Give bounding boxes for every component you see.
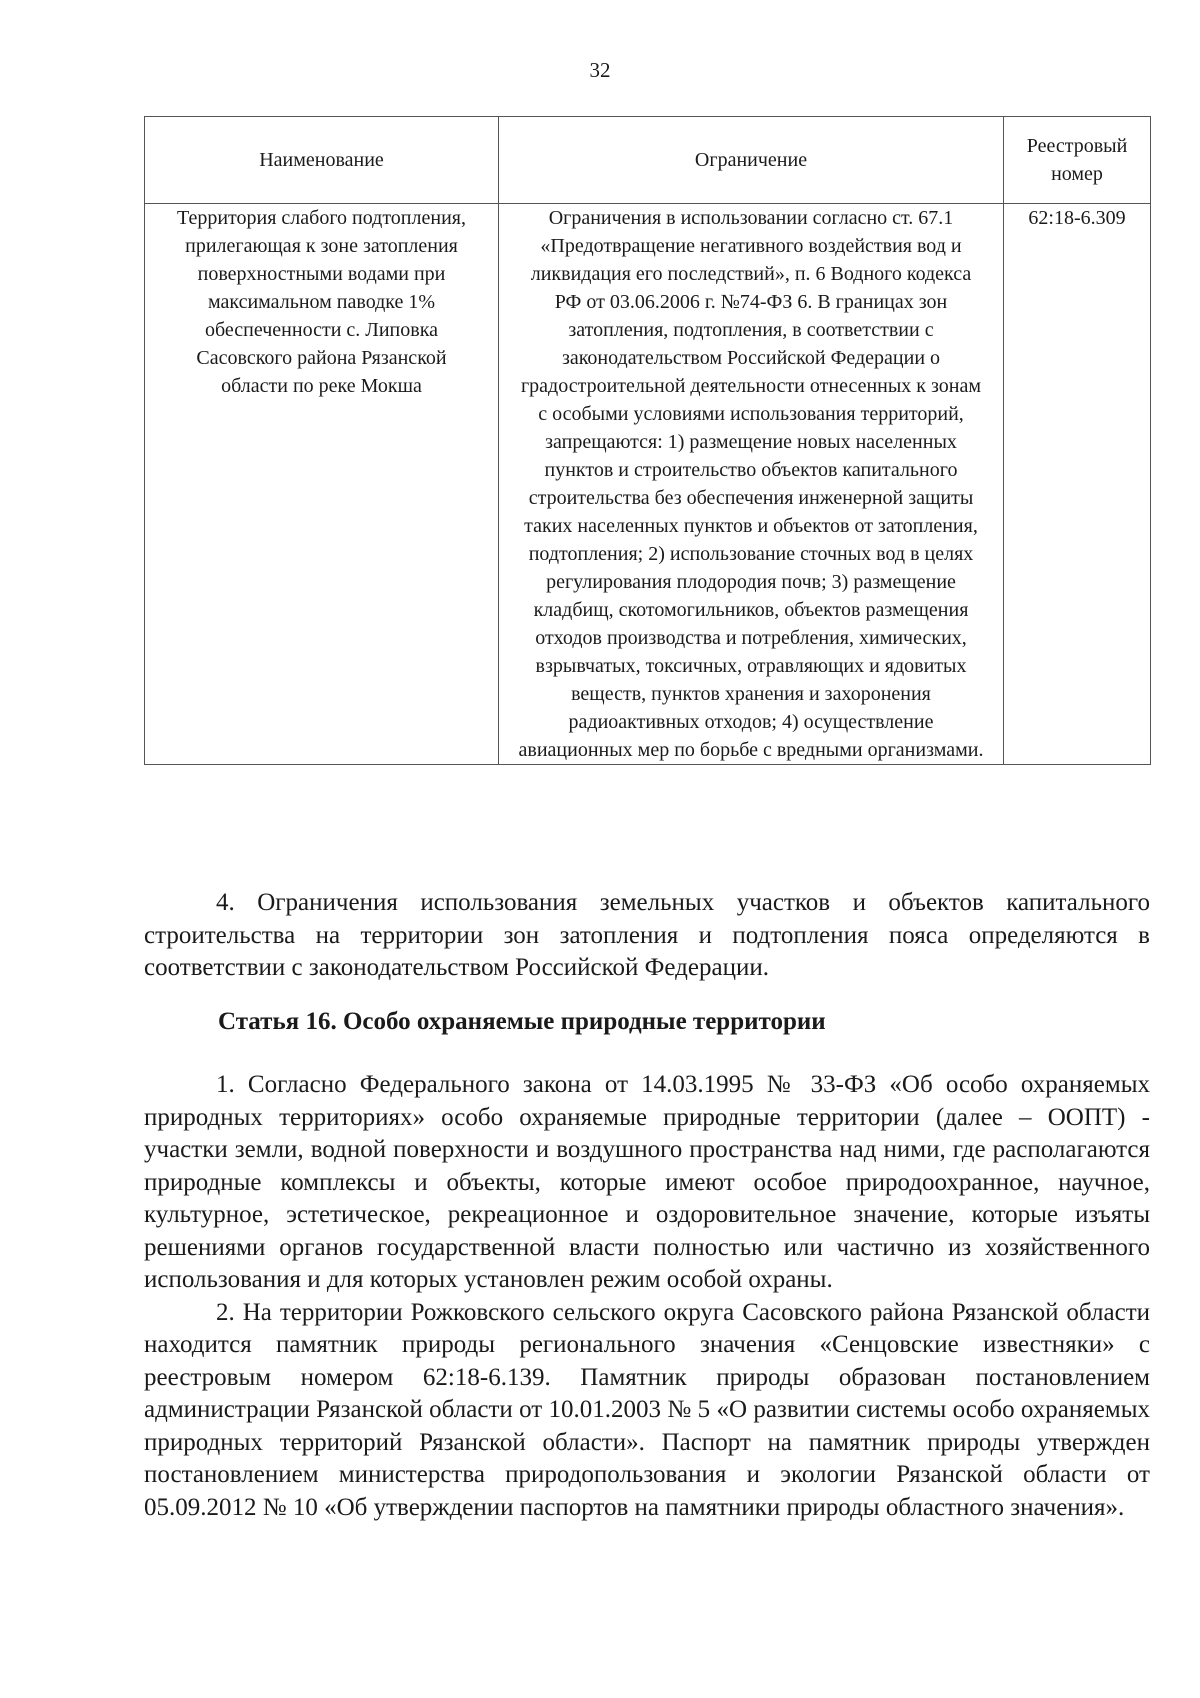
table-header-row — [145, 117, 1151, 204]
paragraph-4: 4. Ограничения использования земельных участков и объектов капитального строительства на территории зон затопления и подтопления пояса определяются в соответствии с законодательством Российской Федерации. — [144, 889, 1150, 981]
article-body — [144, 1069, 1150, 1524]
restrictions-table — [144, 116, 1151, 765]
cell-name: Территория слабого подтопления, прилегающая к зоне затопления поверхностными водами при максимальном паводке 1% обеспеченности с. Липовка Сасовского района Рязанской области по реке Мокша — [145, 204, 499, 765]
table-row — [145, 204, 1151, 765]
article-heading: Статья 16. Особо охраняемые природные территории — [218, 1008, 826, 1035]
header-registry-number: Реестровый номер — [1004, 117, 1151, 204]
paragraph-2: 2. На территории Рожковского сельского округа Сасовского района Рязанской области находится памятник природы регионального значения «Сенцовские известняки» с реестровым номером 62:18-6.139. Памятник природы образован постановлением администрации Рязанской области от 10.01.2003 № 5 «О развитии системы особо охраняемых природных территорий Рязанской области». Паспорт на памятник природы утвержден постановлением министерства природопользования и экологии Рязанской области от 05.09.2012 № 10 «Об утверждении паспортов на памятники природы областного значения». — [144, 1298, 1150, 1521]
header-name: Наименование — [145, 117, 499, 204]
paragraph-4-block — [144, 887, 1150, 985]
cell-restriction: Ограничения в использовании согласно ст. 67.1 «Предотвращение негативного воздействия вод и ликвидация его последствий», п. 6 Водного кодекса РФ от 03.06.2006 г. №74-ФЗ 6. В границах зон затопления, подтопления, в соответствии с законодательством Российской Федерации о градостроительной деятельности отнесенных к зонам с особыми условиями использования территорий, запрещаются: 1) размещение новых населенных пунктов и строительство объектов капитального строительства без обеспечения инженерной защиты таких населенных пунктов и объектов от затопления, подтопления; 2) использование сточных вод в целях регулирования плодородия почв; 3) размещение кладбищ, скотомогильников, объектов размещения отходов производства и потребления, химических, взрывчатых, токсичных, отравляющих и ядовитых веществ, пунктов хранения и захоронения радиоактивных отходов; 4) осуществление авиационных мер по борьбе с вредными организмами. — [499, 204, 1004, 765]
cell-registry-number: 62:18-6.309 — [1004, 204, 1151, 765]
paragraph-1: 1. Согласно Федерального закона от 14.03.1995 № 33-ФЗ «Об особо охраняемых природных территориях» особо охраняемые природные территории (далее – ООПТ) - участки земли, водной поверхности и воздушного пространства над ними, где располагаются природные комплексы и объекты, которые имеют особое природоохранное, научное, культурное, эстетическое, рекреационное и оздоровительное значение, которые изъяты решениями органов государственной власти полностью или частично из хозяйственного использования и для которых установлен режим особой охраны. — [144, 1071, 1150, 1293]
header-restriction: Ограничение — [499, 117, 1004, 204]
page-number: 32 — [589, 58, 611, 82]
